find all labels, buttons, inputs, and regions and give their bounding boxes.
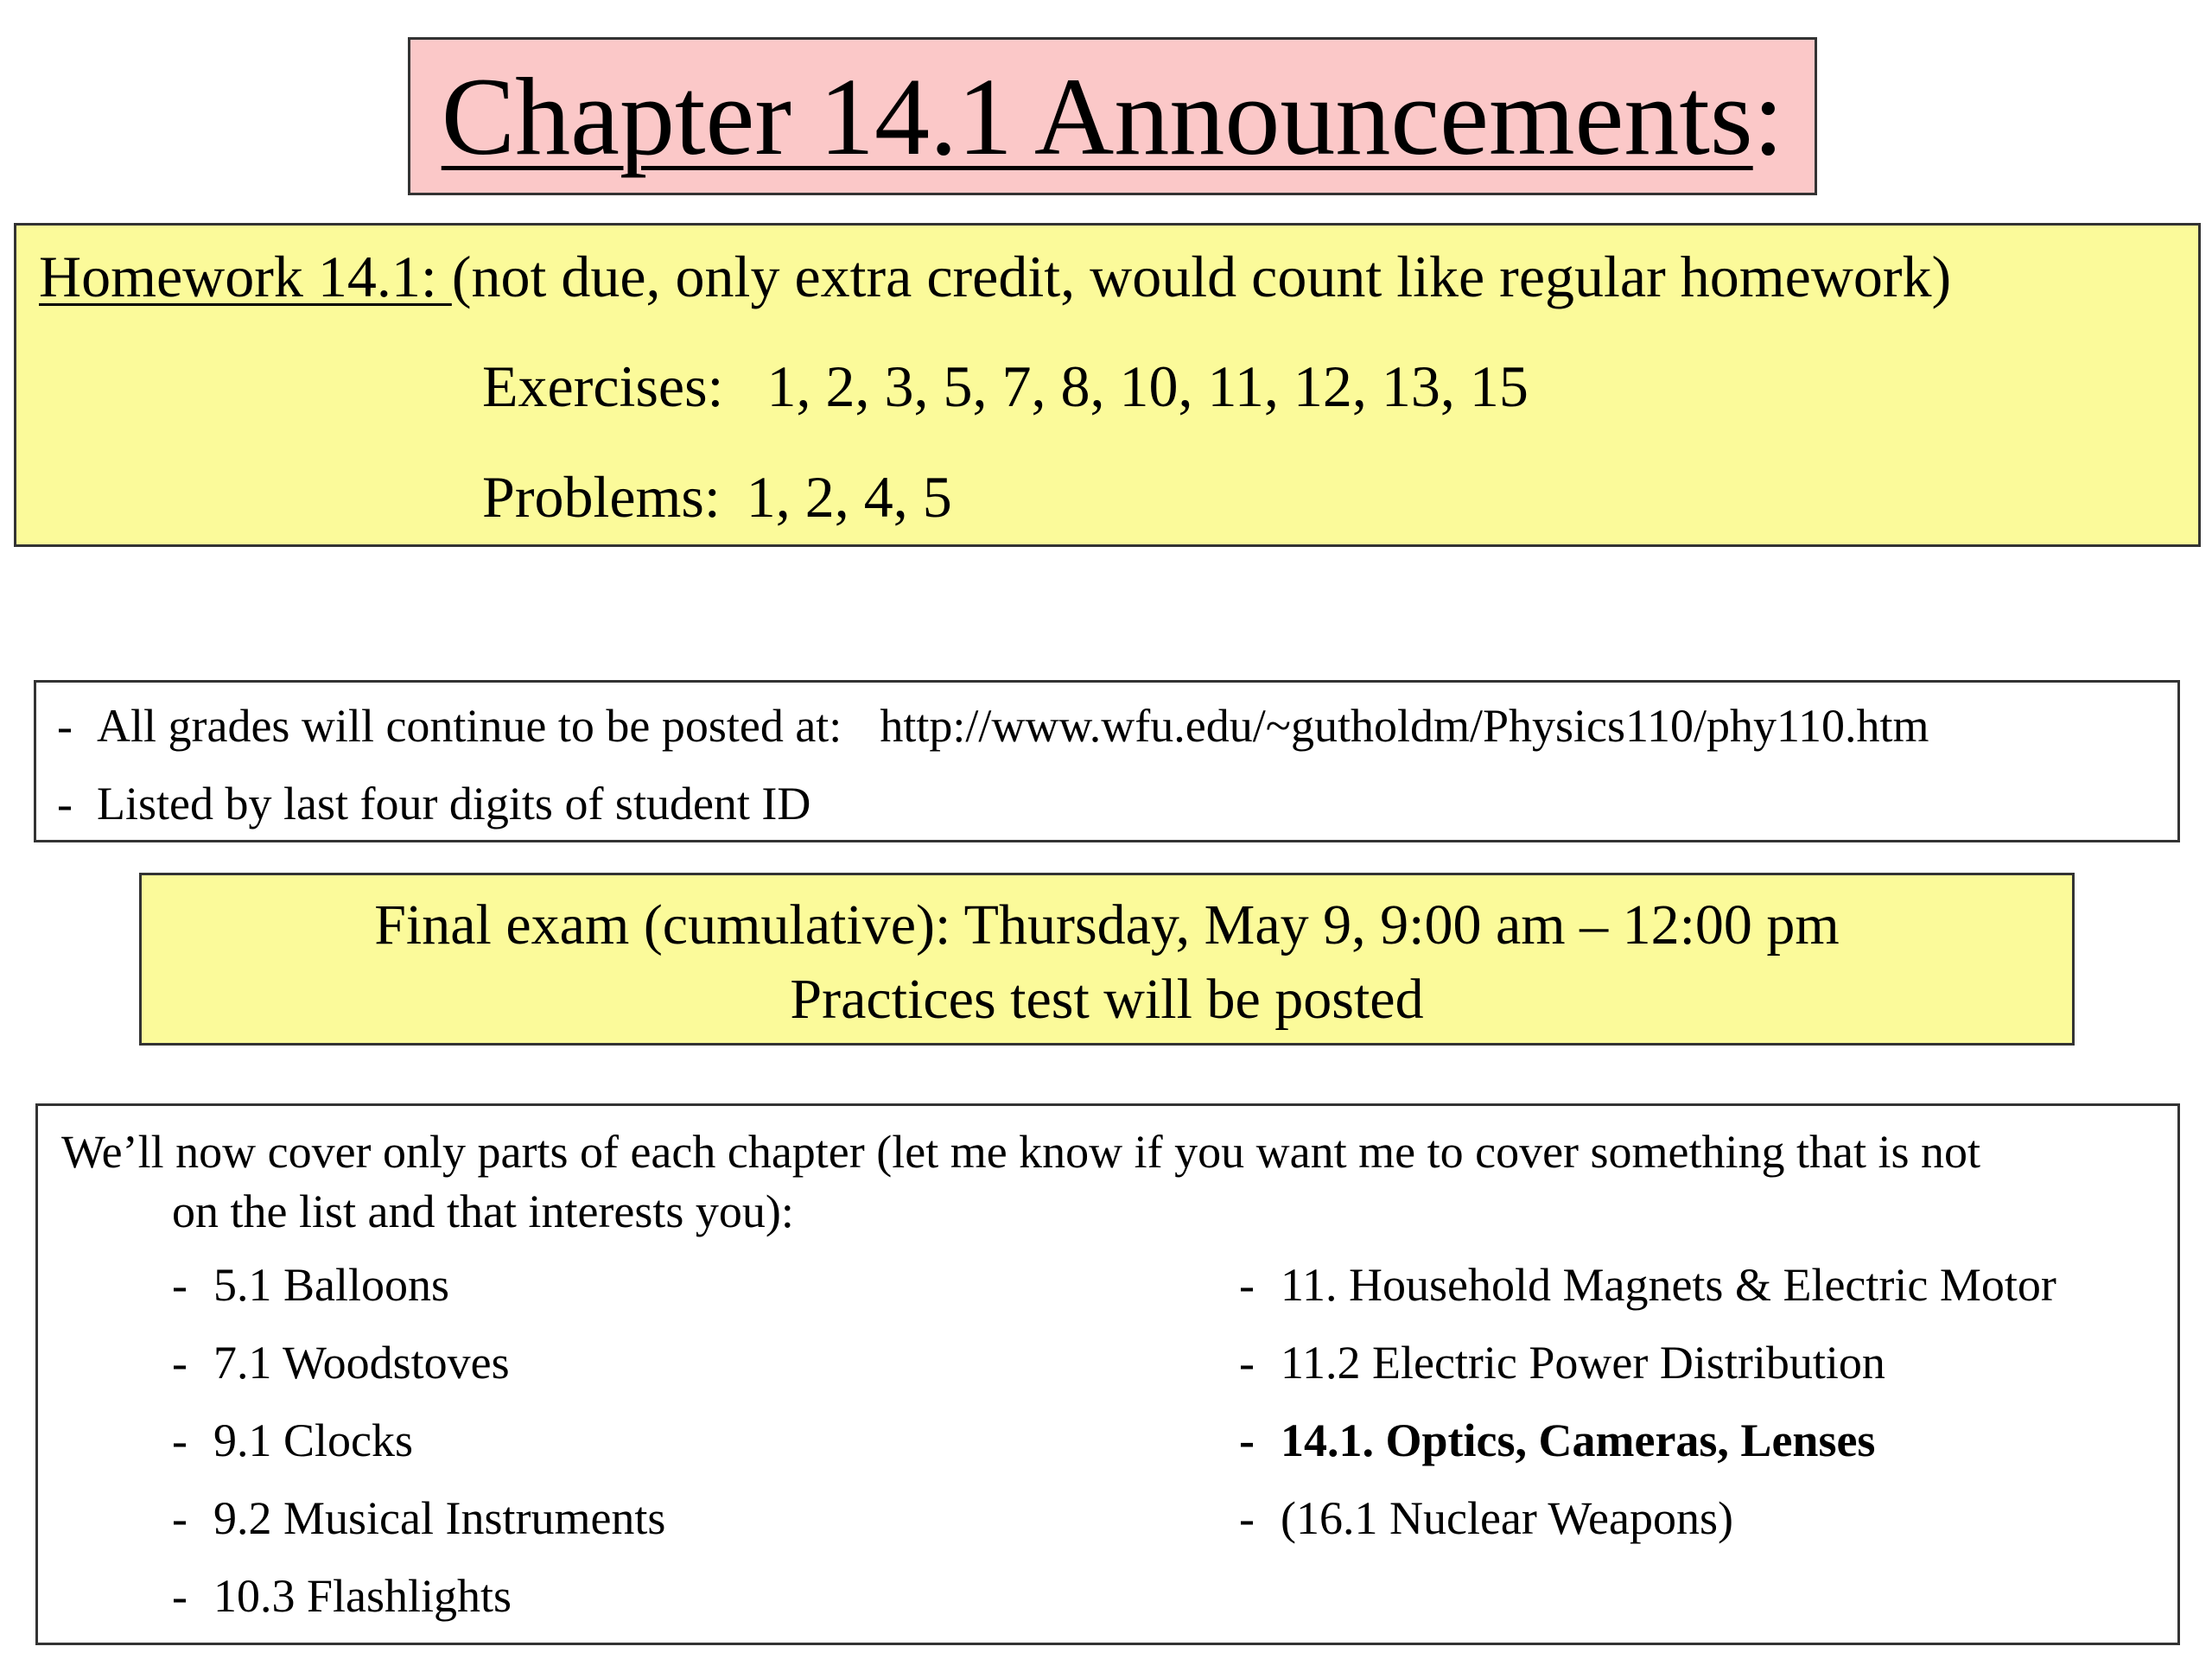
topic-label: 10.3 Flashlights bbox=[213, 1570, 512, 1622]
bullet-dash: - bbox=[57, 700, 73, 752]
homework-note: (not due, only extra credit, would count like regular homework) bbox=[451, 244, 1952, 309]
grades-line-posted bbox=[57, 700, 1929, 752]
topic-list-item bbox=[172, 1259, 450, 1311]
page-title-text: Chapter 14.1 Announcements bbox=[441, 54, 1753, 178]
problems-line bbox=[482, 464, 952, 530]
coverage-intro-line-2: on the list and that interests you): bbox=[172, 1185, 794, 1237]
topic-list-item bbox=[1239, 1492, 1733, 1544]
topic-label: 5.1 Balloons bbox=[213, 1259, 450, 1311]
homework-header bbox=[39, 244, 1952, 309]
homework-box bbox=[14, 223, 2201, 547]
topic-label: 11. Household Magnets & Electric Motor bbox=[1281, 1259, 2056, 1311]
topic-list-item bbox=[1239, 1259, 2056, 1311]
problems-list: 1, 2, 4, 5 bbox=[746, 464, 952, 530]
grades-url: http://www.wfu.edu/~gutholdm/Physics110/phy110.htm bbox=[880, 700, 1929, 752]
final-exam-box bbox=[139, 873, 2075, 1046]
topic-list-item bbox=[1239, 1337, 1885, 1389]
bullet-dash: - bbox=[172, 1259, 188, 1311]
bullet-dash: - bbox=[1239, 1492, 1255, 1544]
topic-list-item bbox=[172, 1414, 414, 1466]
problems-label: Problems: bbox=[482, 464, 721, 530]
grades-line-listed bbox=[57, 778, 811, 830]
topic-label: 14.1. Optics, Cameras, Lenses bbox=[1281, 1414, 1876, 1466]
bullet-dash: - bbox=[57, 778, 73, 830]
topic-label: 11.2 Electric Power Distribution bbox=[1281, 1337, 1885, 1389]
grades-posted-text: All grades will continue to be posted at: bbox=[97, 700, 842, 752]
topic-list-item bbox=[172, 1337, 510, 1389]
bullet-dash: - bbox=[172, 1337, 188, 1389]
practice-test-note: Practices test will be posted bbox=[790, 968, 1424, 1031]
bullet-dash: - bbox=[172, 1492, 188, 1544]
exercises-line bbox=[482, 353, 1529, 419]
grades-listed-text: Listed by last four digits of student ID bbox=[97, 778, 811, 830]
exercises-list: 1, 2, 3, 5, 7, 8, 10, 11, 12, 13, 15 bbox=[766, 353, 1529, 419]
title-banner bbox=[408, 37, 1817, 195]
homework-heading: Homework 14.1: bbox=[39, 244, 452, 309]
bullet-dash: - bbox=[1239, 1337, 1255, 1389]
topic-label: (16.1 Nuclear Weapons) bbox=[1281, 1492, 1733, 1544]
topic-label: 9.1 Clocks bbox=[213, 1414, 414, 1466]
bullet-dash: - bbox=[1239, 1414, 1255, 1466]
bullet-dash: - bbox=[1239, 1259, 1255, 1311]
coverage-intro-line-1: We’ll now cover only parts of each chapter (let me know if you want me to cover something that is not bbox=[61, 1126, 1981, 1178]
coverage-box bbox=[35, 1103, 2180, 1645]
bullet-dash: - bbox=[172, 1414, 188, 1466]
topic-label: 9.2 Musical Instruments bbox=[213, 1492, 666, 1544]
page-title-colon: : bbox=[1752, 54, 1784, 178]
topic-list-item bbox=[172, 1570, 512, 1622]
topic-label: 7.1 Woodstoves bbox=[213, 1337, 510, 1389]
bullet-dash: - bbox=[172, 1570, 188, 1622]
topic-list-item bbox=[1239, 1414, 1876, 1466]
page-title bbox=[441, 54, 1784, 178]
exercises-label: Exercises: bbox=[482, 353, 724, 419]
final-exam-date: Final exam (cumulative): Thursday, May 9, 9:00 am – 12:00 pm bbox=[374, 893, 1840, 957]
grades-box bbox=[34, 680, 2180, 842]
topic-list-item bbox=[172, 1492, 666, 1544]
